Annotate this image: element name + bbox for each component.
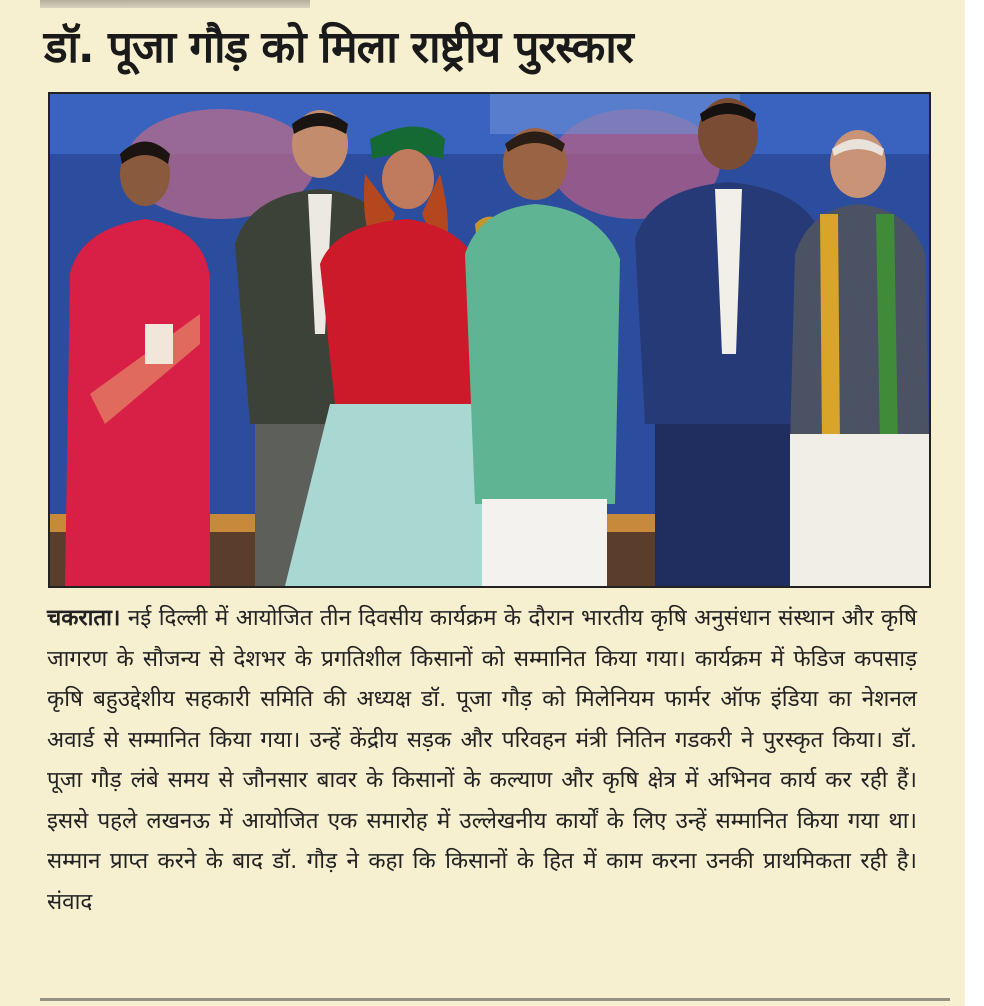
page-margin: [965, 0, 984, 1006]
headline: डॉ. पूजा गौड़ को मिला राष्ट्रीय पुरस्कार: [44, 22, 633, 73]
dateline: चकराता।: [47, 605, 121, 631]
byline: संवाद: [47, 888, 93, 915]
article-text: नई दिल्ली में आयोजित तीन दिवसीय कार्यक्रम के दौरान भारतीय कृषि अनुसंधान संस्थान और कृषि जागरण के सौजन्य से देशभर के प्रगतिशील किसानों को सम्मानित किया गया। कार्यक्रम में फेडिज कपसाड़ कृषि बहुउद्देशीय सहकारी समिति की अध्यक्ष डॉ. पूजा गौड़ को मिलेनियम फार्मर ऑफ इंडिया का नेशनल अवार्ड से सम्मानित किया गया। उन्हें केंद्रीय सड़क और परिवहन मंत्री नितिन गडकरी ने पुरस्कृत किया। डॉ. पूजा गौड़ लंबे समय से जौनसार बावर के किसानों के कल्याण और कृषि क्षेत्र में अभिनव कार्य कर रही हैं। इससे पहले लखनऊ में आयोजित एक समारोह में उल्लेखनीय कार्यों के लिए उन्हें सम्मानित किया गया था। सम्मान प्राप्त करने के बाद डॉ. गौड़ ने कहा कि किसानों के हित में काम करना उनकी प्राथमिकता रही है।: [47, 605, 917, 874]
article-body: [47, 598, 917, 922]
bottom-rule: [40, 998, 950, 1001]
previous-article-edge: [40, 0, 310, 8]
award-ceremony-photo: [48, 92, 931, 588]
